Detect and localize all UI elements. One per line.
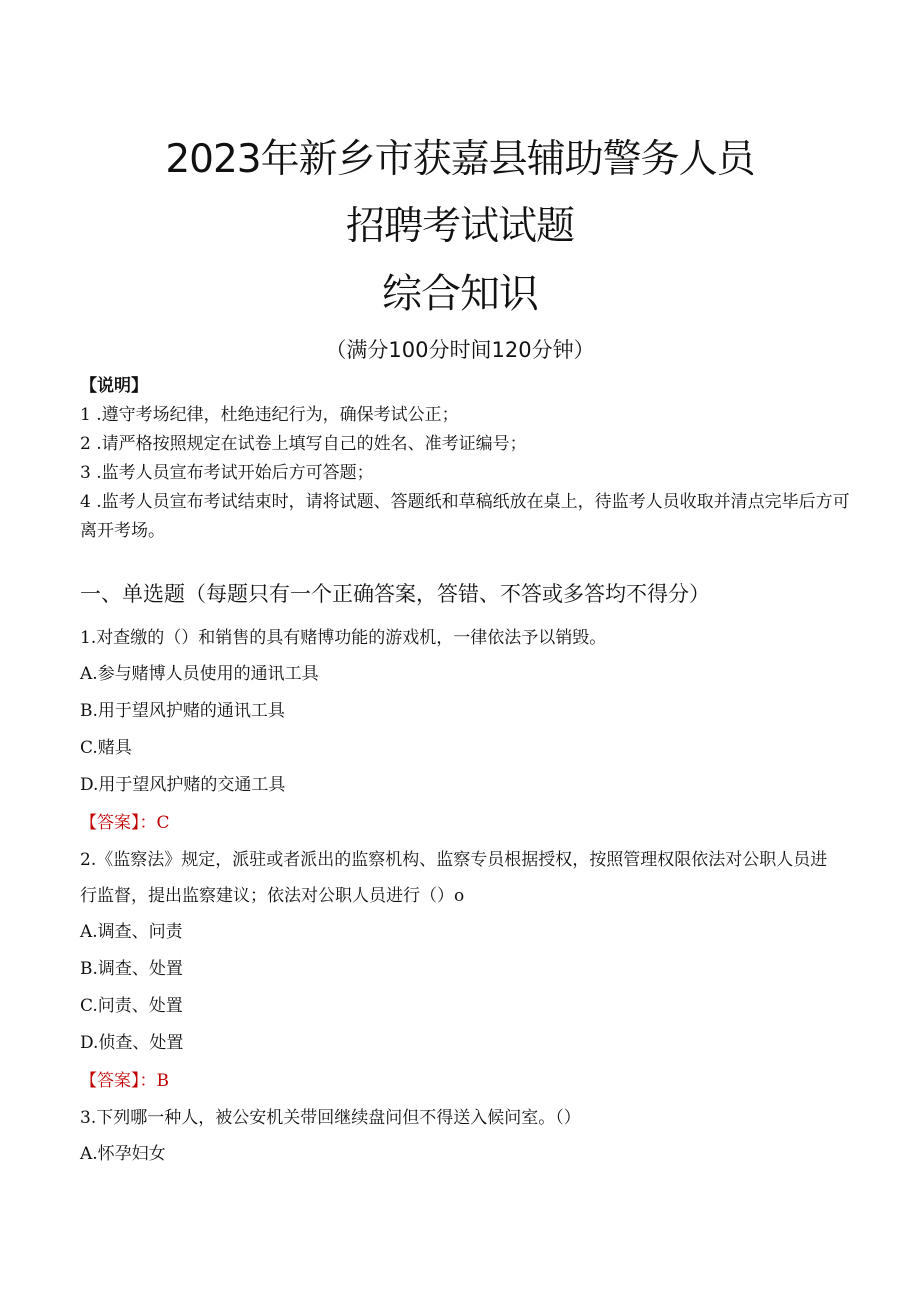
option-a: A.怀孕妇女 xyxy=(80,1144,166,1164)
instructions xyxy=(80,372,850,546)
question-stem: 1.对查缴的（）和销售的具有赌博功能的游戏机，一律依法予以销毁。 xyxy=(80,628,607,648)
answer-label: 【答案】： xyxy=(80,813,157,833)
question-1 xyxy=(80,620,840,842)
question-2 xyxy=(80,842,840,1100)
option-a: A.调查、问责 xyxy=(80,922,183,942)
exam-score-time: （满分100分时间120分钟） xyxy=(325,338,595,362)
option-b: B.调查、处置 xyxy=(80,959,183,979)
title-block xyxy=(0,132,920,364)
option-d: D.侦查、处置 xyxy=(80,1033,184,1053)
exam-subject-title: 综合知识 xyxy=(382,271,538,317)
answer-value: C xyxy=(156,813,170,833)
option-b: B.用于望风护赌的通讯工具 xyxy=(80,701,285,721)
answer-value: B xyxy=(156,1071,169,1091)
answer-line xyxy=(80,1062,840,1100)
answer-line xyxy=(80,804,840,842)
exam-title-line2: 招聘考试试题 xyxy=(345,204,574,249)
answer-label: 【答案】： xyxy=(80,1071,157,1091)
instruction-item: 1 .遵守考场纪律，杜绝违纪行为，确保考试公正； xyxy=(80,405,459,425)
section-heading: 一、单选题（每题只有一个正确答案，答错、不答或多答均不得分） xyxy=(80,582,710,606)
instruction-item: 2 .请严格按照规定在试卷上填写自己的姓名、准考证编号； xyxy=(80,434,527,454)
option-c: C.赌具 xyxy=(80,738,132,758)
exam-title-line1: 2023年新乡市获嘉县辅助警务人员 xyxy=(165,137,755,182)
option-d: D.用于望风护赌的交通工具 xyxy=(80,775,286,795)
question-stem: 3.下列哪一种人，被公安机关带回继续盘问但不得送入候问室。（） xyxy=(80,1108,581,1128)
question-list xyxy=(80,620,840,1173)
option-a: A.参与赌博人员使用的通讯工具 xyxy=(80,664,319,684)
question-stem: 2.《监察法》规定，派驻或者派出的监察机构、监察专员根据授权，按照管理权限依法对公职人员进行监督，提出监察建议；依法对公职人员进行（）o xyxy=(80,850,828,906)
instruction-item: 3 .监考人员宣布考试开始后方可答题； xyxy=(80,463,374,483)
instructions-heading: 【说明】 xyxy=(80,376,148,396)
instruction-item: 4 .监考人员宣布考试结束时，请将试题、答题纸和草稿纸放在桌上，待监考人员收取并清点完毕后方可离开考场。 xyxy=(80,492,850,541)
option-c: C.问责、处置 xyxy=(80,996,183,1016)
question-3 xyxy=(80,1100,840,1173)
